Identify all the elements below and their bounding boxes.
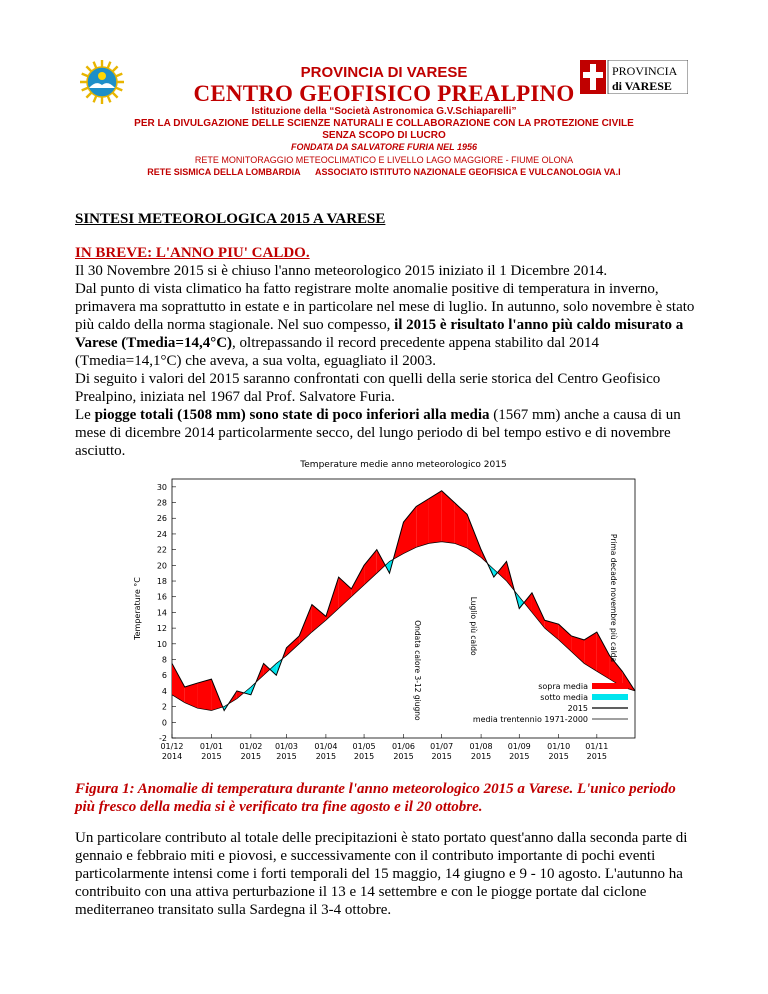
- y-tick-label: 0: [161, 718, 167, 728]
- x-tick-label-year: 2015: [548, 752, 569, 761]
- x-tick-label: 01/08: [469, 742, 493, 751]
- y-axis-label: Temperature °C: [133, 577, 142, 640]
- intro-line-3: Di seguito i valori del 2015 saranno confrontati con quelli della serie storica del Centro Geofisico Prealpino, iniziata nel 1967 dal Prof. Salvatore Furia.: [75, 371, 661, 405]
- y-tick-label: 30: [156, 482, 167, 492]
- legend-swatch: [592, 683, 628, 689]
- x-tick-label-year: 2015: [201, 752, 222, 761]
- precipitation-paragraph: Un particolare contributo al totale delle precipitazioni è stato portato quest'anno dalla seconda parte di gennaio e febbraio miti e piovosi, e successivamente con il contributo importante di pochi eventi particolarmente intensi come i forti temporali del 15 maggio, 14 giugno e 9 - 10 agosto. L'autunno ha contribuito con una attiva perturbazione il 13 e 14 settembre e con le piogge portate dal ciclone mediterraneo transitato sulla Sardegna il 3-4 ottobre.: [75, 830, 688, 918]
- y-tick-label: 4: [161, 686, 167, 696]
- header-istituzione: Istituzione della “Società Astronomica G.V.Schiaparelli”: [251, 106, 517, 117]
- document-subtitle: IN BREVE: L'ANNO PIU' CALDO.: [75, 245, 310, 261]
- x-tick-label: 01/04: [314, 742, 338, 751]
- x-tick-label: 01/10: [547, 742, 571, 751]
- legend-label: 2015: [567, 704, 588, 713]
- above-mean-area: [416, 499, 429, 548]
- y-tick-label: 24: [156, 529, 167, 539]
- y-tick-label: -2: [159, 734, 167, 743]
- logo-text-provincia: PROVINCIA: [612, 64, 678, 78]
- y-tick-label: 26: [156, 514, 167, 524]
- x-tick-label: 01/07: [430, 742, 454, 751]
- intro-line-4: Le piogge totali (1508 mm) sono state di poco inferiori alla media (1567 mm) anche a causa di un mese di dicembre 2014 particolarmente secco, del lungo periodo di bel tempo estivo e di novembre asciutto.: [75, 407, 681, 459]
- x-tick-label-year: 2015: [393, 752, 414, 761]
- x-tick-label: 01/01: [199, 742, 223, 751]
- x-tick-label-year: 2015: [276, 752, 297, 761]
- document-title: SINTESI METEOROLOGICA 2015 A VARESE: [75, 211, 386, 227]
- header-divulgazione: PER LA DIVULGAZIONE DELLE SCIENZE NATURALI E COLLABORAZIONE CON LA PROTEZIONE CIVILE: [134, 118, 634, 129]
- y-tick-label: 12: [156, 624, 167, 634]
- header-senza-scopo: SENZA SCOPO DI LUCRO: [322, 130, 446, 141]
- x-tick-label: 01/02: [239, 742, 263, 751]
- legend-label: media trentennio 1971-2000: [472, 715, 588, 724]
- y-tick-label: 8: [161, 655, 167, 665]
- legend-swatch: [592, 694, 628, 700]
- intro-paragraph: [75, 262, 695, 460]
- y-tick-label: 20: [156, 561, 167, 571]
- header-fondata: FONDATA DA SALVATORE FURIA NEL 1956: [290, 142, 478, 152]
- logo-text-varese: di VARESE: [612, 79, 672, 93]
- x-tick-label: 01/06: [391, 742, 416, 751]
- y-tick-label: 14: [156, 608, 167, 618]
- chart-title: Temperature medie anno meteorologico 2015: [300, 460, 507, 470]
- x-tick-label-year: 2015: [470, 752, 492, 761]
- figure-caption: Figura 1: Anomalie di temperatura durante l'anno meteorologico 2015 a Varese. L'unico periodo più fresco della media si è verificato tra fine agosto e il 20 ottobre.: [75, 781, 676, 815]
- x-tick-label: 01/11: [585, 742, 609, 751]
- header-rete-monitoraggio: RETE MONITORAGGIO METEOCLIMATICO E LIVELLO LAGO MAGGIORE - FIUME OLONA: [194, 155, 574, 165]
- chart-annotation-1: Ondata calore 3-12 giugno: [412, 620, 422, 721]
- legend-label: sopra media: [538, 682, 588, 691]
- x-tick-label-year: 2014: [161, 752, 183, 761]
- intro-line-2: Dal punto di vista climatico ha fatto registrare molte anomalie positive di temperatura in inverno, primavera ma soprattutto in estate e in particolare nel mese di luglio. In autunno, solo novembre è stato più caldo della norma stagionale. Nel suo compesso, il 2015 è risultato l'anno più caldo misurato a Varese (Tmedia=14,4°C), oltrepassando il record precedente appena stabilito dal 2014 (Tmedia=14,1°C) che aveva, a sua volta, eguagliato il 2003.: [75, 281, 695, 369]
- y-tick-label: 2: [161, 702, 167, 712]
- above-mean-area: [197, 679, 211, 710]
- header-provincia: PROVINCIA DI VARESE: [300, 64, 468, 81]
- chart-annotation-2: Luglio più caldo: [468, 596, 478, 656]
- x-tick-label-year: 2015: [240, 752, 262, 761]
- header-rete-sismica: [0, 167, 768, 177]
- temperature-chart: [130, 455, 650, 770]
- record-year-bold: il 2015 è risultato l'anno più caldo misurato a Varese (Tmedia=14,4°C): [75, 317, 684, 351]
- y-tick-label: 22: [156, 545, 167, 555]
- x-tick-label-year: 2015: [315, 752, 337, 761]
- x-tick-label-year: 2015: [431, 752, 452, 761]
- rete-sismica-text: RETE SISMICA DELLA LOMBARDIA: [147, 167, 301, 177]
- legend-label: sotto media: [540, 693, 588, 702]
- header-centro: CENTRO GEOFISICO PREALPINO: [193, 81, 575, 106]
- x-tick-label-year: 2015: [509, 752, 530, 761]
- chart-annotation-3: Prima decade novembre più calda: [608, 533, 618, 663]
- y-tick-label: 6: [161, 671, 167, 681]
- letterhead: [0, 0, 768, 200]
- y-tick-label: 16: [156, 592, 167, 602]
- y-tick-label: 18: [156, 577, 167, 587]
- x-tick-label: 01/05: [352, 742, 376, 751]
- x-tick-label-year: 2015: [353, 752, 375, 761]
- x-tick-label: 01/03: [274, 742, 299, 751]
- y-tick-label: 28: [156, 498, 167, 508]
- x-tick-label: 01/12: [160, 742, 184, 751]
- x-tick-label-year: 2015: [586, 752, 608, 761]
- intro-line-1: Il 30 Novembre 2015 si è chiuso l'anno meteorologico 2015 iniziato il 1 Dicembre 2014.: [75, 263, 608, 279]
- x-tick-label: 01/09: [507, 742, 531, 751]
- above-mean-area: [429, 491, 442, 544]
- y-tick-label: 10: [156, 639, 167, 649]
- associato-text: ASSOCIATO ISTITUTO NAZIONALE GEOFISICA E VULCANOLOGIA VA.I: [315, 167, 621, 177]
- rain-bold: piogge totali (1508 mm) sono state di poco inferiori alla media: [94, 407, 490, 423]
